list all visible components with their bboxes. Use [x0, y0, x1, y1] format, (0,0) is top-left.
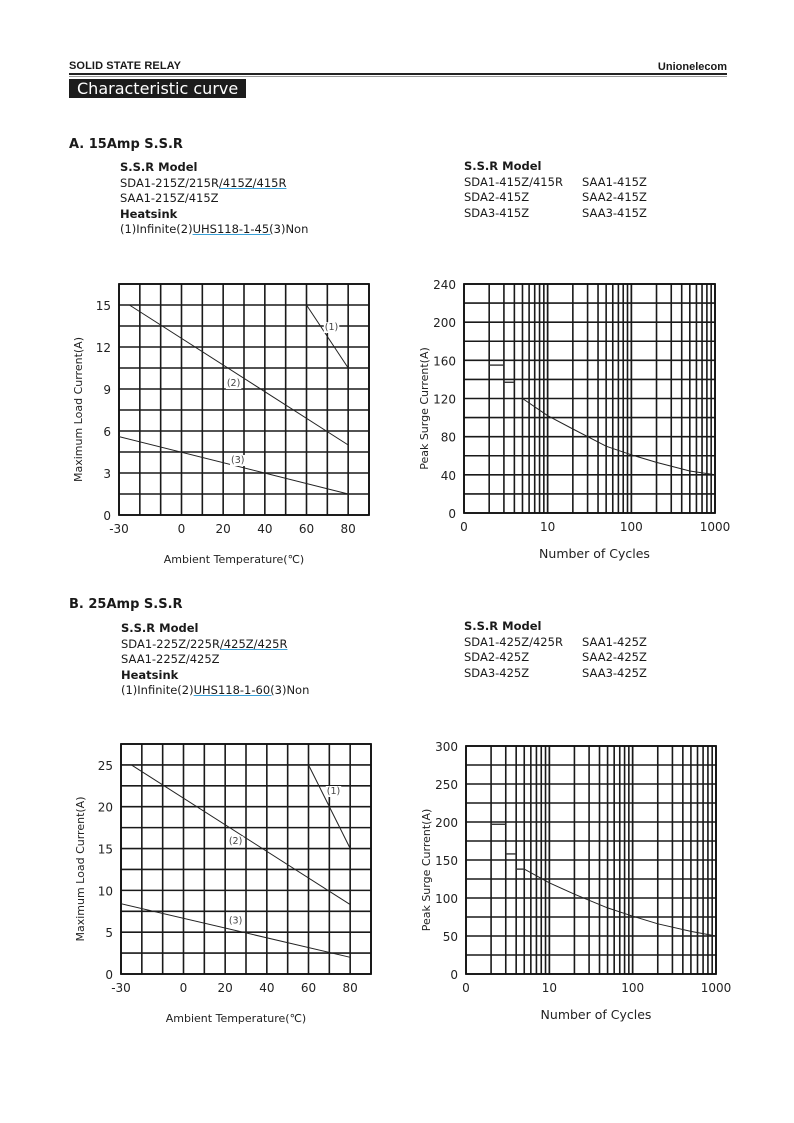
model-cell: SDA3-415Z: [464, 205, 530, 220]
chart-derating-25A: [74, 744, 371, 1025]
y-axis-title: Maximum Load Current(A): [74, 796, 87, 942]
y-tick-label: 50: [442, 930, 458, 944]
y-tick-label: 100: [435, 892, 458, 906]
y-tick-label: 40: [440, 468, 456, 483]
model-cell: SDA2-415Z: [464, 190, 530, 204]
y-tick-label: 0: [103, 509, 111, 523]
y-tick-label: 6: [103, 425, 111, 439]
x-axis-title: Number of Cycles: [540, 1007, 652, 1022]
x-tick-label: 10: [540, 520, 556, 534]
y-axis-title: Peak Surge Current(A): [418, 347, 431, 470]
x-tick-label: 10: [541, 981, 557, 995]
chart-surge-15A: [418, 278, 730, 561]
y-tick-label: 9: [103, 383, 111, 397]
x-tick-label: 80: [342, 981, 358, 995]
x-tick-label: 60: [300, 981, 317, 995]
model-text: SDA1-225Z/225R: [121, 636, 220, 651]
model-cell: SAA3-425Z: [582, 665, 647, 680]
y-tick-label: 200: [433, 316, 456, 331]
heatsink-heading: Heatsink: [120, 206, 178, 221]
x-tick-label: 40: [257, 522, 273, 536]
y-tick-label: 0: [105, 968, 113, 982]
x-tick-label: 60: [298, 522, 315, 536]
series-label: (3): [228, 915, 243, 927]
section-b-title: B. 25Amp S.S.R: [69, 597, 183, 612]
x-tick-label: 20: [217, 981, 233, 995]
series-label: (2): [226, 378, 241, 389]
x-tick-label: 0: [177, 522, 186, 536]
y-axis-title: Maximum Load Current(A): [72, 336, 85, 483]
x-tick-label: 1000: [699, 520, 731, 534]
x-axis-title: Ambient Temperature(℃): [165, 1012, 307, 1025]
chart-derating-15A: [72, 284, 369, 566]
model-cell: SDA1-415Z/415R: [464, 174, 563, 189]
model-cell: SAA1-415Z: [582, 174, 647, 189]
series-label: (3): [231, 455, 245, 466]
model-text: SDA1-215Z/215R: [120, 175, 219, 190]
series-label: (2): [228, 836, 243, 848]
y-tick-label: 80: [440, 430, 456, 445]
x-tick-label: -30: [109, 522, 129, 536]
y-axis-title: Peak Surge Current(A): [420, 808, 433, 932]
model-line-2: SAA1-225Z/425Z: [121, 652, 220, 666]
x-axis-title: Ambient Temperature(℃): [163, 553, 305, 566]
x-tick-label: 40: [259, 981, 275, 995]
model-heading: S.S.R Model: [464, 619, 542, 633]
model-cell: SAA2-425Z: [582, 650, 647, 664]
page-title: Characteristic curve: [69, 79, 246, 98]
model-cell: SDA3-425Z: [464, 665, 530, 680]
y-tick-label: 15: [97, 842, 113, 857]
x-tick-label: -30: [111, 981, 131, 995]
y-tick-label: 20: [97, 800, 113, 815]
section-a-title: A. 15Amp S.S.R: [69, 137, 183, 152]
y-tick-label: 0: [448, 507, 456, 521]
x-tick-label: 100: [621, 981, 645, 995]
y-tick-label: 150: [435, 854, 458, 868]
y-tick-label: 12: [95, 341, 111, 355]
heatsink-text: (1)Infinite(2): [120, 222, 193, 236]
x-tick-label: 100: [619, 520, 643, 534]
x-axis-title: Number of Cycles: [539, 546, 650, 561]
x-tick-label: 20: [215, 522, 231, 536]
model-line-2: SAA1-215Z/415Z: [120, 191, 219, 205]
model-text-underlined: /425Z/425R: [219, 636, 288, 651]
y-tick-label: 0: [450, 968, 458, 982]
heatsink-text: (1)Infinite(2): [121, 683, 194, 697]
x-tick-label: 0: [460, 520, 468, 534]
model-cell: SAA1-425Z: [582, 634, 647, 649]
model-cell: SDA1-425Z/425R: [464, 634, 563, 649]
model-cell: SAA2-415Z: [582, 190, 647, 204]
y-tick-label: 160: [433, 354, 456, 369]
y-tick-label: 240: [433, 278, 456, 292]
y-tick-label: 250: [435, 778, 458, 792]
series-label: (1): [326, 786, 341, 797]
x-tick-label: 0: [179, 981, 188, 995]
model-heading: S.S.R Model: [120, 160, 198, 174]
y-tick-label: 5: [105, 926, 113, 941]
y-tick-label: 120: [433, 392, 456, 407]
header-brand: Unionelecom: [657, 61, 727, 73]
y-tick-label: 15: [95, 299, 111, 313]
series-label: (1): [324, 322, 339, 333]
y-tick-label: 25: [97, 758, 113, 773]
y-tick-label: 300: [435, 740, 458, 754]
heatsink-text-end: 3)Non: [274, 683, 310, 697]
x-tick-label: 1000: [700, 981, 732, 995]
heatsink-text-underlined: UHS118-1-60(: [193, 683, 275, 697]
heatsink-text-end: 3)Non: [273, 222, 309, 236]
heatsink-heading: Heatsink: [121, 667, 179, 682]
chart-surge-25A: [420, 740, 731, 1022]
model-cell: SDA2-425Z: [464, 650, 530, 664]
y-tick-label: 3: [103, 467, 111, 481]
heatsink-text-underlined: UHS118-1-45(: [192, 222, 274, 236]
model-heading: S.S.R Model: [464, 159, 542, 173]
y-tick-label: 200: [435, 816, 458, 830]
model-cell: SAA3-415Z: [582, 205, 647, 220]
model-text-underlined: /415Z/415R: [218, 175, 287, 190]
header-product-type: SOLID STATE RELAY: [69, 60, 182, 72]
x-tick-label: 80: [340, 522, 356, 536]
y-tick-label: 10: [97, 884, 113, 899]
x-tick-label: 0: [462, 981, 470, 995]
model-heading: S.S.R Model: [121, 621, 199, 635]
